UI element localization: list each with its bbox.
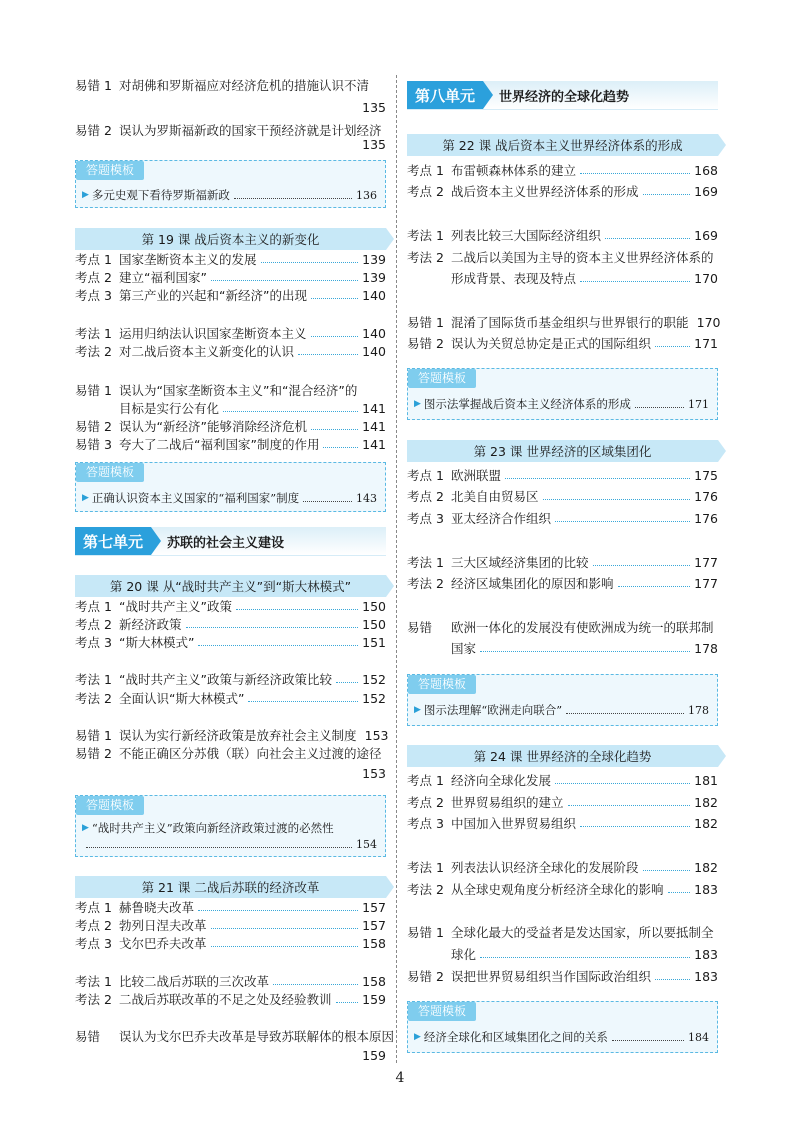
triangle-bullet-icon: ▶ (414, 399, 421, 409)
toc-entry-continuation[interactable]: 球化 183 (451, 946, 718, 962)
answer-template-entry[interactable]: ▶ 多元史观下看待罗斯福新政 136 (82, 188, 377, 202)
lesson-19-heading[interactable]: 第 19 课 战后资本主义的新变化 (75, 228, 386, 250)
toc-entry[interactable]: 考法 1 列表法认识经济全球化的发展阶段 182 (407, 859, 718, 875)
answer-template-entry[interactable]: ▶ 图示法掌握战后资本主义经济体系的形成 171 (414, 397, 709, 411)
toc-entry[interactable]: 考法 2 二战后苏联改革的不足之处及经验教训 159 (75, 991, 386, 1007)
toc-entry[interactable]: 考点 1 经济向全球化发展 181 (407, 772, 718, 788)
toc-entry[interactable]: 考点 1 赫鲁晓夫改革 157 (75, 899, 386, 915)
answer-template-entry[interactable]: ▶ “战时共产主义”政策向新经济政策过渡的必然性 (82, 821, 334, 835)
unit-8-header[interactable] (407, 81, 718, 110)
column-divider (396, 75, 397, 1063)
answer-template-box (75, 160, 386, 208)
toc-entry-continuation[interactable]: 目标是实行公有化 141 (119, 400, 386, 416)
toc-entry[interactable]: 考点 2 战后资本主义世界经济体系的形成 169 (407, 183, 718, 199)
toc-entry[interactable]: 易错 1 误认为实行新经济政策是放弃社会主义制度 153 (75, 727, 389, 743)
triangle-bullet-icon: ▶ (82, 493, 89, 503)
unit-badge: 第七单元 (75, 527, 151, 555)
unit-title: 世界经济的全球化趋势 (499, 89, 630, 105)
toc-entry[interactable]: 考点 2 世界贸易组织的建立 182 (407, 794, 718, 810)
lesson-23-heading[interactable]: 第 23 课 世界经济的区域集团化 (407, 440, 718, 462)
toc-entry[interactable]: 考点 3 第三产业的兴起和“新经济”的出现 140 (75, 287, 386, 303)
toc-entry[interactable]: 考法 2 全面认识“斯大林模式” 152 (75, 690, 386, 706)
page-number: 4 (395, 1070, 405, 1086)
toc-entry[interactable]: 易错 2 误把世界贸易组织当作国际政治组织 183 (407, 968, 718, 984)
triangle-bullet-icon: ▶ (414, 1032, 421, 1042)
toc-entry[interactable]: 考法 2 经济区域集团化的原因和影响 177 (407, 575, 718, 591)
toc-entry[interactable]: 易错 2 误认为关贸总协定是正式的国际组织 171 (407, 335, 718, 351)
toc-entry[interactable]: 易错 欧洲一体化的发展没有使欧洲成为统一的联邦制 (407, 620, 714, 635)
toc-entry[interactable]: 易错 误认为戈尔巴乔夫改革是导致苏联解体的根本原因 (75, 1029, 395, 1044)
answer-template-label: 答题模板 (76, 161, 144, 180)
toc-entry[interactable]: 考点 1 欧洲联盟 175 (407, 467, 718, 483)
toc-entry[interactable]: 考法 1 “战时共产主义”政策与新经济政策比较 152 (75, 671, 386, 687)
answer-template-box (407, 368, 718, 420)
toc-entry[interactable]: 考点 1 布雷顿森林体系的建立 168 (407, 162, 718, 178)
toc-entry-page[interactable]: 135 (362, 99, 386, 115)
toc-entry[interactable]: 考点 2 北美自由贸易区 176 (407, 488, 718, 504)
answer-template-box (75, 462, 386, 512)
answer-template-box (75, 795, 386, 857)
toc-entry[interactable]: 考法 2 二战后以美国为主导的资本主义世界经济体系的 (407, 250, 714, 265)
lesson-21-heading[interactable]: 第 21 课 二战后苏联的经济改革 (75, 876, 386, 898)
toc-entry[interactable]: 考点 3 戈尔巴乔夫改革 158 (75, 935, 386, 951)
toc-entry[interactable]: 考点 2 勃列日涅夫改革 157 (75, 917, 386, 933)
lesson-22-heading[interactable]: 第 22 课 战后资本主义世界经济体系的形成 (407, 134, 718, 156)
toc-entry[interactable]: 考法 1 三大区域经济集团的比较 177 (407, 554, 718, 570)
lesson-24-heading[interactable]: 第 24 课 世界经济的全球化趋势 (407, 745, 718, 767)
toc-entry-page[interactable]: 135 (362, 136, 386, 152)
toc-entry-page[interactable]: 153 (362, 765, 386, 781)
toc-entry[interactable]: 易错 1 全球化最大的受益者是发达国家，所以要抵制全 (407, 925, 714, 940)
toc-entry-continuation[interactable]: 形成背景、表现及特点 170 (451, 270, 718, 286)
answer-template-label: 答题模板 (408, 675, 476, 694)
toc-entry-continuation[interactable]: 国家 178 (451, 640, 718, 656)
toc-entry[interactable]: 易错 2 误认为“新经济”能够消除经济危机 141 (75, 418, 386, 434)
triangle-bullet-icon: ▶ (82, 190, 89, 200)
toc-entry[interactable]: 易错 1 对胡佛和罗斯福应对经济危机的措施认识不清 (75, 78, 370, 93)
triangle-bullet-icon: ▶ (82, 823, 89, 833)
toc-entry[interactable]: 考法 2 从全球史观角度分析经济全球化的影响 183 (407, 881, 718, 897)
unit-7-header[interactable] (75, 527, 386, 556)
answer-template-label: 答题模板 (408, 1002, 476, 1021)
answer-template-entry[interactable]: ▶ 正确认识资本主义国家的“福利国家”制度 143 (82, 491, 377, 505)
toc-entry[interactable]: 考法 1 运用归纳法认识国家垄断资本主义 140 (75, 325, 386, 341)
answer-template-entry[interactable]: ▶ 图示法理解“欧洲走向联合” 178 (414, 703, 709, 717)
toc-entry[interactable]: 易错 2 误认为罗斯福新政的国家干预经济就是计划经济 (75, 123, 382, 138)
answer-template-label: 答题模板 (408, 369, 476, 388)
toc-entry[interactable]: 易错 1 误认为“国家垄断资本主义”和“混合经济”的 (75, 383, 358, 398)
unit-title: 苏联的社会主义建设 (167, 535, 285, 551)
lesson-20-heading[interactable]: 第 20 课 从“战时共产主义”到“斯大林模式” (75, 575, 386, 597)
toc-entry[interactable]: 易错 2 不能正确区分苏俄（联）向社会主义过渡的途径 (75, 746, 382, 761)
toc-entry[interactable]: 考点 3 “斯大林模式” 151 (75, 634, 386, 650)
toc-entry[interactable]: 考点 2 新经济政策 150 (75, 616, 386, 632)
triangle-bullet-icon: ▶ (414, 705, 421, 715)
answer-template-label: 答题模板 (76, 463, 144, 482)
answer-template-label: 答题模板 (76, 796, 144, 815)
toc-entry[interactable]: 考点 1 “战时共产主义”政策 150 (75, 598, 386, 614)
toc-entry[interactable]: 考点 2 建立“福利国家” 139 (75, 269, 386, 285)
toc-entry[interactable]: 考点 1 国家垄断资本主义的发展 139 (75, 251, 386, 267)
toc-entry-page[interactable]: 159 (362, 1047, 386, 1063)
toc-entry[interactable]: 考法 2 对二战后资本主义新变化的认识 140 (75, 343, 386, 359)
answer-template-entry[interactable]: ▶ 经济全球化和区域集团化之间的关系 184 (414, 1030, 709, 1044)
answer-template-box (407, 1001, 718, 1053)
answer-template-box (407, 674, 718, 726)
toc-entry[interactable]: 易错 3 夸大了二战后“福利国家”制度的作用 141 (75, 436, 386, 452)
toc-entry[interactable]: 考法 1 列表比较三大国际经济组织 169 (407, 227, 718, 243)
answer-template-entry-page[interactable]: 154 (82, 838, 377, 851)
unit-badge: 第八单元 (407, 81, 483, 109)
toc-entry[interactable]: 考点 3 中国加入世界贸易组织 182 (407, 815, 718, 831)
toc-entry[interactable]: 考点 3 亚太经济合作组织 176 (407, 510, 718, 526)
toc-entry[interactable]: 考法 1 比较二战后苏联的三次改革 158 (75, 973, 386, 989)
toc-entry[interactable]: 易错 1 混淆了国际货币基金组织与世界银行的职能 170 (407, 314, 721, 330)
